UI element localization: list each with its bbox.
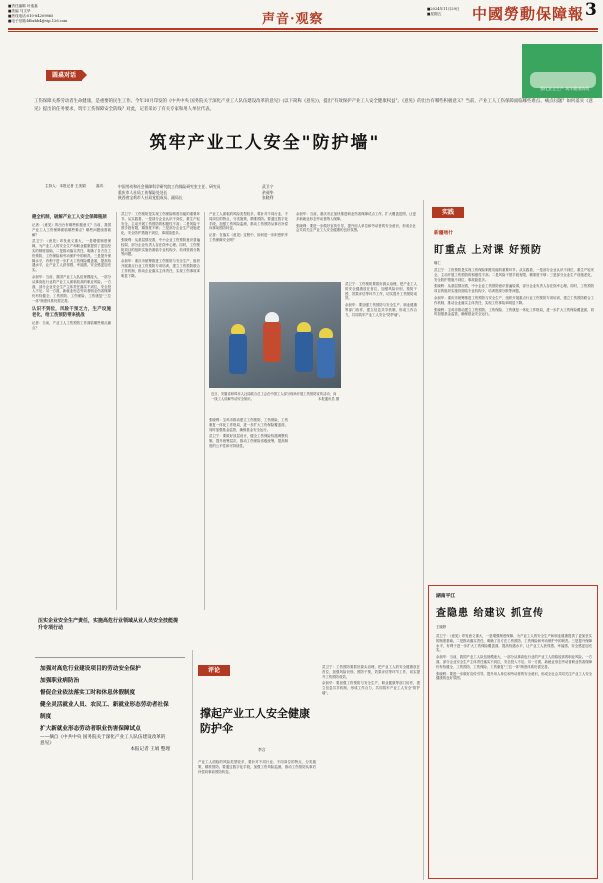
- issue-date: [427, 7, 459, 17]
- paragraph: 武卫宁：工伤预防是实现工伤保险制度功能的重要环节。从实践看，一是部分企业认识不到位，重生产轻安全，主动开展工伤预防的积极性不高；二是风险干预手段有限，精准度不够；三是部分企业生产设施老化，安全防护措施不到位，事故隐患多。: [434, 268, 594, 282]
- guest-org: 陕西省宝鸡市人社局党组成员、副局长: [118, 195, 183, 201]
- paragraph: 张晓利：宝鸡市推动建立工伤预防、工伤保险、工伤康复一体化工作格局，进一步扩大工伤保险覆盖面，同时加强基金监管，确保基金安全运行。: [434, 307, 594, 317]
- paragraph: 记者：在落实《意见》过程中，如何进一步织密织牢工伤保障安全网？: [209, 233, 288, 242]
- review-title: 撑起产业工人安全健康防护伞: [200, 707, 310, 735]
- weekday-line: ■星期五: [427, 12, 442, 16]
- article-column-1: [32, 212, 111, 612]
- paragraph: 产业工人面临的风险类型较多，要针对不同行业、不同岗位的特点，分类施策，精准预防。要通过数字化手段，加强工伤风险监测，推动工伤预防从事后补偿向事前预防转变。: [209, 212, 288, 231]
- paragraph: 武卫宁：《意见》印发意义重大，一是增强制度保障，为产业工人的安全生产和职业健康提供了更加坚实的制度基础。二是推动落实责任，明确了各方在工伤预防、工伤保险和劳动保护中的职责。三是提升保障水平，有利于进一步扩大工伤保险覆盖面，提高待遇水平，让产业工人获得感、幸福感、安全感更加充实。: [32, 239, 111, 273]
- policy-item: 扩大新就业形态劳动者职业伤害保障试点: [40, 726, 141, 732]
- helmet-icon: [231, 324, 245, 334]
- column-divider: [192, 650, 193, 880]
- paragraph: 武卫宁：工伤预防要抓好源头治理，把产业工人的安全健康放在首位，加强风险识别、预防干预、效果评估等环节工作，切实提升工伤预防成效。: [322, 665, 420, 679]
- policy-item: 健全灵活就业人员、农民工、新就业形态劳动者社保制度: [40, 702, 169, 720]
- feature-tag: 圆桌对话: [46, 70, 82, 81]
- practice-title: 盯重点 上对课 好预防: [434, 245, 542, 256]
- guest-label-text: 嘉宾：: [96, 184, 107, 188]
- article-deck: 工伤保障关系劳动者生命健康，是重要的民生工作。今年10月印发的《中共中央 国务院关于深化产业工人队伍建设改革的意见》(以下简称《意见》)，提出"有效保护产业工人安全健康权益"。《意见》的出台有哪些积极意义？当前，产业工人工伤保障面临哪些难点、痛点问题？如何落实《意见》提出的任务要求，筑牢工伤保障安全防线？对此，记者采访了有关专家和用人单位代表。: [34, 99, 593, 112]
- practice-region: 新疆喀什: [434, 230, 454, 236]
- paragraph: 记者：当前，产业工人工伤预防工作面临哪些难点痛点？: [32, 320, 111, 330]
- paragraph: 余昶华：当前，我国产业工人队伍规模庞大，一部分从事高危行业的产业工人面临较高的职业风险。一方面，部分企业安全生产主体责任落实不到位，安全投入不足；另一方面，新就业形态劳动者职业伤害保障仍有待健全，工伤预防、工伤保险、工伤康复"三位一体"制度体系仍需完善。: [32, 274, 111, 303]
- question-heading: 认识不到位，风险干预乏力，生产设施老化，给工伤预防带来挑战: [32, 306, 111, 318]
- helmet-icon: [265, 312, 279, 322]
- paragraph: 余昶华：重庆市统筹推进工伤预防与安全生产，组织开展重点行业工伤预防专项培训，建立工伤预防联合工作机制，推动企业落实主体责任，实现工伤事故率明显下降。: [121, 259, 200, 278]
- banner-text: 强化安全生产 筑牢健康防线: [540, 86, 590, 91]
- tag-arrow-icon: [82, 70, 87, 80]
- review-tag: 评论: [198, 665, 230, 676]
- guest-name: 余昶华: [262, 189, 274, 195]
- question-heading: 健全机制，破解产业工人安全保障瓶颈: [32, 215, 107, 220]
- helmet-icon: [297, 322, 311, 332]
- paragraph: 张晓利：要进一步做好宣传引导，提升用人单位和劳动者的安全意识，形成全社会共同关注产业工人安全健康的良好氛围。: [296, 223, 416, 233]
- policy-source: ——摘自《中共中央 国务院关于深化产业工人队伍建设改革的意见》: [40, 735, 166, 746]
- worker-figure: [229, 334, 247, 374]
- article-column-3: [209, 212, 288, 278]
- designer-line: ■美编 马文华: [8, 9, 31, 13]
- paragraph: 武卫宁：工伤预防要抓好源头治理，把产业工人的安全健康放在首位，加强风险识别、预防干预、效果评估等环节工作，切实提升工伤预防成效。: [345, 282, 417, 301]
- paragraph: 武卫宁：《意见》印发意义重大，一是增强制度保障，为产业工人的安全生产和职业健康提供了更加坚实的制度基础。二是推动落实责任，明确了各方在工伤预防、工伤保险和劳动保护中的职责。三是提升保障水平，有利于进一步扩大工伤保险覆盖面，提高待遇水平，让产业工人获得感、幸福感、安全感更加充实。: [436, 634, 592, 653]
- divider-line: [35, 657, 185, 658]
- policy-item: 督促企业依法落实工时和休息休假制度: [40, 690, 136, 696]
- article-column-5: [345, 282, 417, 608]
- paragraph: 武卫宁：工伤预防是实现工伤保险制度功能的重要环节。从实践看，一是部分企业认识不到位，重生产轻安全，主动开展工伤预防的积极性不高；二是风险干预手段有限，精准度不够；三是部分企业生产设施老化，安全防护措施不到位，事故隐患多。: [121, 212, 200, 236]
- guest-org: 重庆市人社局工伤保险处处长: [118, 189, 168, 195]
- practice-title-2: 查隐患 给建议 抓宣传: [436, 608, 544, 619]
- practice-author: 喀仁: [434, 261, 441, 265]
- paragraph: 记者：《意见》的出台有哪些积极意义？当前，我国产业工人工伤保障面临哪些难点？哪些问题亟需破解？: [32, 223, 111, 237]
- helmet-icon: [319, 328, 333, 338]
- worker-figure: [317, 338, 335, 378]
- guest-label: [96, 184, 107, 189]
- email-line: ■电子信箱:ldbzhb4@vip.126.com: [8, 19, 68, 23]
- policy-item: 加强对高危行业建设项目的劳动安全保护: [40, 666, 141, 672]
- paragraph: 张晓利：宝鸡市推动建立工伤预防、工伤保险、工伤康复一体化工作格局，进一步扩大工伤保险覆盖面，同时加强基金监管，确保基金安全运行。: [209, 418, 288, 432]
- header-info: [8, 4, 198, 24]
- practice-region-2: 湖南平江: [436, 593, 456, 599]
- date-line: ■2024年11月29日: [427, 7, 460, 11]
- guest-name: 张晓利: [262, 195, 274, 201]
- guest-orgs: [118, 184, 258, 201]
- paragraph: 余昶华：当前，重庆市正加快推进职业伤害保障试点工作，扩大覆盖范围，让更多新就业形态劳动者纳入保障。: [296, 212, 416, 221]
- practice-body: [434, 268, 594, 580]
- practice-author-2: 王晓婷: [436, 625, 447, 629]
- policy-highlight: 压实企业安全生产责任，实施高危行业领域从业人员安全技能提升专项行动: [38, 618, 179, 631]
- hotline-line: ■热线电话:010-84209865: [8, 14, 54, 18]
- practice-tag: 实践: [432, 207, 464, 218]
- paragraph: 张晓利：从基层情况看，中小企业工伤预防意识普遍较弱，部分企业负责人存在侥幸心理。同时，工伤预防项目的组织实施仍面临专业机构少、培训资源分散等问题。: [121, 237, 200, 257]
- masthead: 中國勞動保障報: [472, 5, 585, 23]
- review-body: [198, 760, 316, 880]
- paragraph: 余昶华：要加强工伤预防与安全生产、职业健康等部门协作，建立信息共享机制，形成工作合力，共同筑牢产业工人安全"防护墙"。: [322, 681, 420, 695]
- column-divider: [204, 212, 205, 610]
- section-name: 声音·观察: [262, 12, 324, 27]
- news-photo: [209, 282, 341, 388]
- paragraph: 余昶华：重庆市统筹推进工伤预防与安全生产，组织开展重点行业工伤预防专项培训，建立工伤预防联合工作机制，推动企业落实主体责任，实现工伤事故率明显下降。: [434, 295, 594, 305]
- paragraph: 张晓利：要进一步做好宣传引导，提升用人单位和劳动者的安全意识，形成全社会共同关注产业工人安全健康的良好氛围。: [436, 671, 592, 681]
- paragraph: 张晓利：从基层情况看，中小企业工伤预防意识普遍较弱，部分企业负责人存在侥幸心理。同时，工伤预防项目的组织实施仍面临专业机构少、培训资源分散等问题。: [434, 284, 594, 294]
- article-title: 筑牢产业工人安全"防护墙": [149, 133, 381, 153]
- header-rule-thin: [8, 31, 598, 32]
- guest-org: 中国劳动和社会保障科学研究院工伤保险研究室主任、研究员: [118, 184, 221, 189]
- paragraph: 余昶华：要加强工伤预防与安全生产、职业健康等部门协作，建立信息共享机制，形成工作合力，共同筑牢产业工人安全"防护墙"。: [345, 303, 417, 317]
- caption-text: 近日，安徽省蚌埠市人社局联合总工会在中国工人部分现场开展工伤预防宣传活动，向一线工人讲解劳动安全知识。: [211, 392, 337, 401]
- practice-body-2: [436, 634, 592, 874]
- article-column-4: [296, 212, 416, 278]
- photo-caption: [211, 392, 339, 401]
- review-body-2: [322, 665, 420, 880]
- review-author: 李言: [258, 747, 266, 752]
- editor-line: ■责任编辑 叶逸嘉: [8, 4, 38, 8]
- host-line: 主持人：本报记者 王美娟: [45, 184, 86, 188]
- column-divider: [116, 212, 117, 610]
- policy-list: [40, 663, 170, 753]
- article-column-3b: [209, 418, 288, 608]
- article-column-2: [121, 212, 200, 612]
- header-rule: [8, 28, 598, 30]
- worker-figure: [263, 322, 281, 362]
- worker-figure: [295, 332, 313, 372]
- page-number: 3: [585, 0, 597, 20]
- guest-name: 武卫宁: [262, 184, 274, 189]
- paragraph: 武卫宁：要做好顶层设计，健全工伤保险待遇调整机制，提升统筹层次，推动工伤保险省级统筹，提高制度的公平性和可持续性。: [209, 434, 288, 448]
- column-divider: [423, 200, 424, 880]
- paragraph: 余昶华：当前，我国产业工人队伍规模庞大，一部分从事高危行业的产业工人面临较高的职业风险。一方面，部分企业安全生产主体责任落实不到位，安全投入不足；另一方面，新就业形态劳动者职业伤害保障仍有待健全，工伤预防、工伤保险、工伤康复"三位一体"制度体系仍需完善。: [436, 655, 592, 669]
- guest-names: [262, 184, 292, 201]
- policy-item: 加强职业病防治: [40, 678, 80, 684]
- photo-credit: 本报通讯员 摄: [318, 396, 339, 401]
- policy-credit: 本报记者 王娟 整理: [130, 747, 170, 752]
- paragraph: 产业工人面临的风险类型较多，要针对不同行业、不同岗位的特点，分类施策，精准预防。要通过数字化手段，加强工伤风险监测，推动工伤预防从事后补偿向事前预防转变。: [198, 760, 316, 774]
